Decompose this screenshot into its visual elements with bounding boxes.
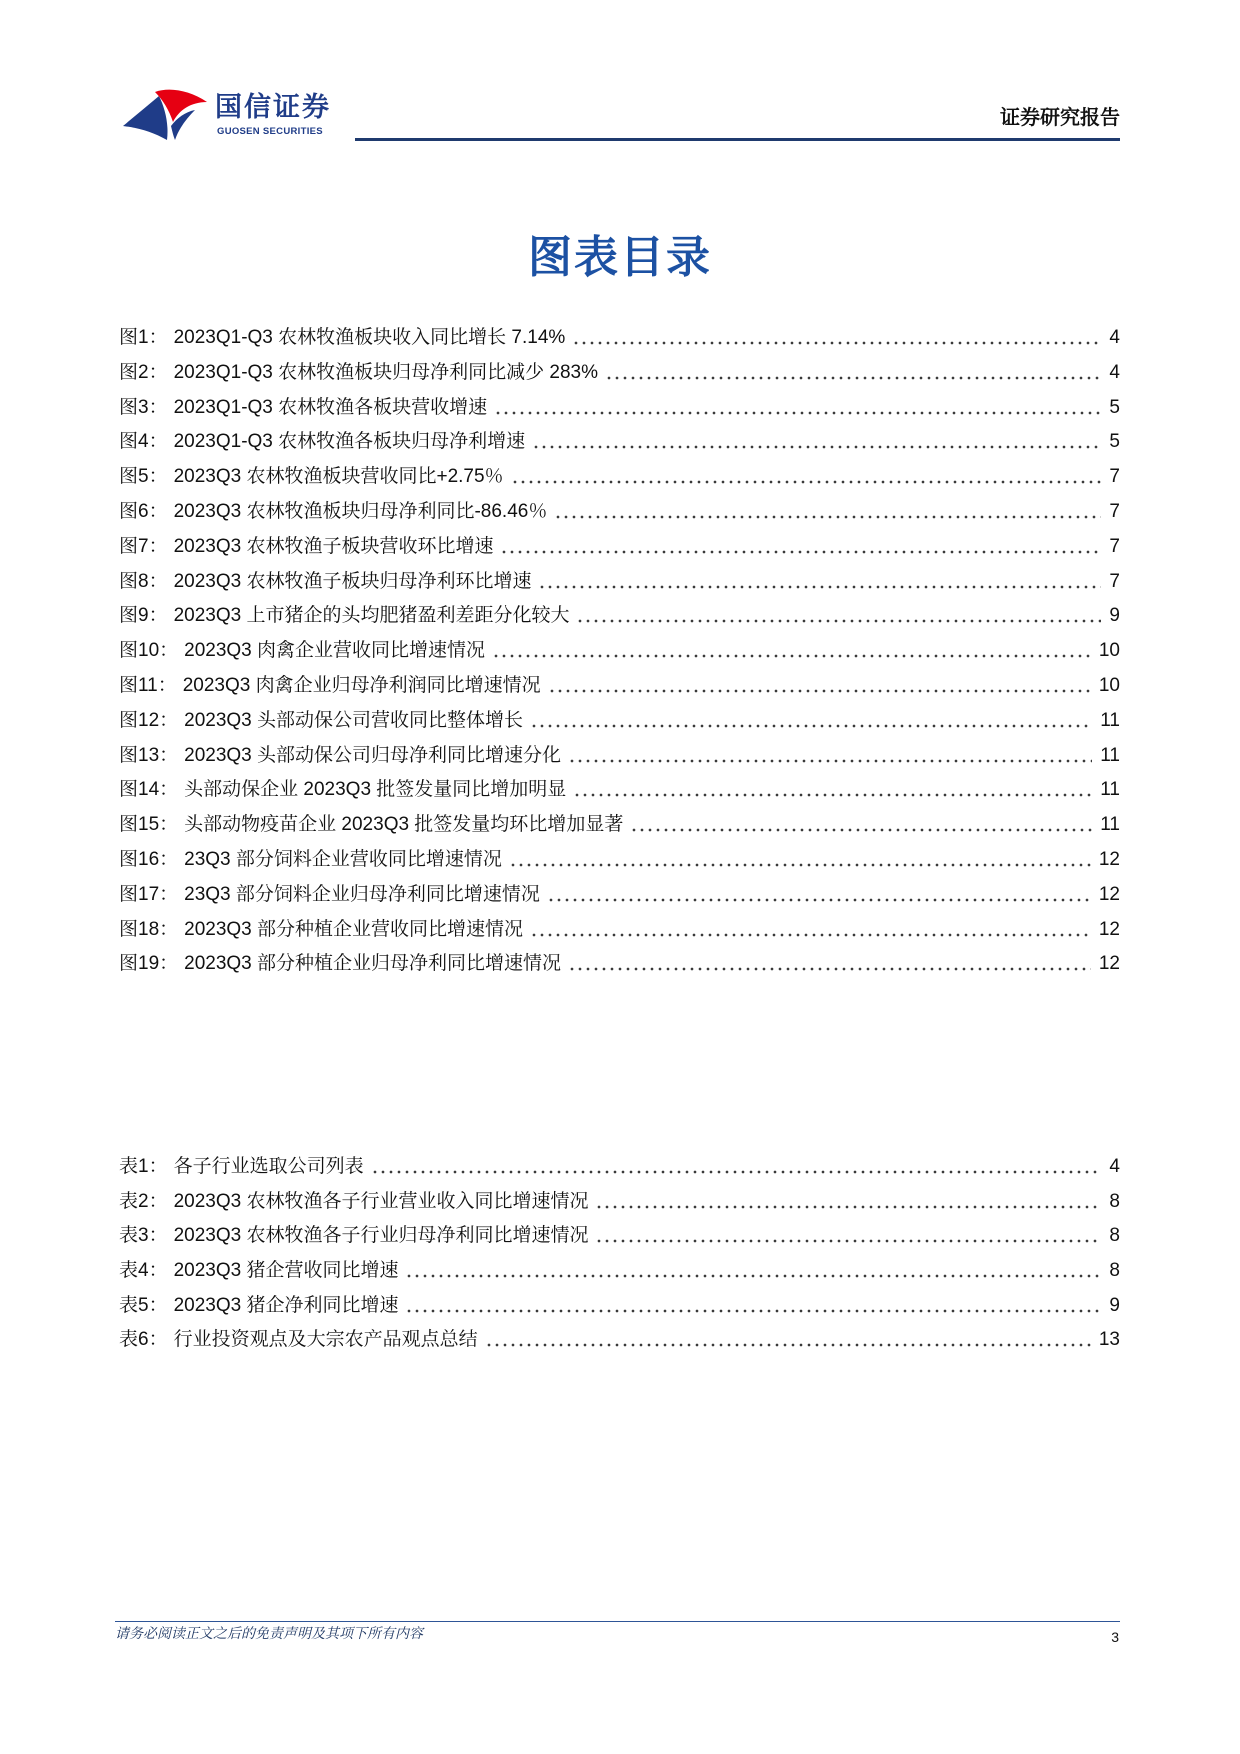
toc-figure-page: 4 <box>1109 327 1120 348</box>
toc-figure-item[interactable] <box>119 391 1120 426</box>
dot-leader <box>405 1289 1101 1324</box>
toc-figure-title: 2023Q3 农林牧渔子板块营收环比增速 <box>173 535 494 557</box>
dot-leader <box>568 947 1091 982</box>
toc-figure-title: 23Q3 部分饲料企业归母净利同比增速情况 <box>184 883 540 905</box>
toc-figure-title: 2023Q1-Q3 农林牧渔各板块归母净利增速 <box>173 431 526 453</box>
toc-table-item[interactable] <box>119 1150 1120 1185</box>
toc-table-title: 2023Q3 农林牧渔各子行业营业收入同比增速情况 <box>173 1190 589 1212</box>
toc-figure-page: 7 <box>1109 570 1120 592</box>
dot-leader <box>494 391 1101 426</box>
toc-figure-label: 图3： <box>119 396 168 418</box>
toc-figure-label: 图15： <box>119 814 179 836</box>
toc-figure-item[interactable] <box>119 495 1120 530</box>
toc-table-item[interactable] <box>119 1289 1120 1324</box>
dot-leader <box>511 460 1102 495</box>
toc-figure-label: 图6： <box>119 500 168 522</box>
dot-leader <box>547 878 1091 913</box>
toc-figure-item[interactable] <box>119 913 1120 948</box>
toc-figure-page: 10 <box>1098 674 1120 696</box>
toc-figure-title: 2023Q3 上市猪企的头均肥猪盈利差距分化较大 <box>173 605 570 627</box>
toc-figure-item[interactable] <box>119 878 1120 913</box>
toc-figure-title: 2023Q3 部分种植企业归母净利同比增速情况 <box>184 953 562 975</box>
toc-figure-label: 图2： <box>119 361 168 383</box>
toc-figure-title: 头部动保企业 2023Q3 批签发量同比增加明显 <box>184 779 567 801</box>
toc-figure-page: 10 <box>1098 640 1120 662</box>
page-number: 3 <box>1111 1629 1119 1645</box>
page-title: 图表目录 <box>528 232 712 283</box>
toc-figure-page: 7 <box>1109 500 1120 522</box>
toc-table-page: 9 <box>1109 1294 1120 1316</box>
toc-figure-item[interactable] <box>119 773 1120 808</box>
dot-leader <box>405 1254 1101 1289</box>
dot-leader <box>509 843 1091 878</box>
dot-leader <box>576 599 1101 634</box>
toc-figure-title: 2023Q3 部分种植企业营收同比增速情况 <box>184 918 524 940</box>
toc-table-item[interactable] <box>119 1323 1120 1358</box>
toc-figure-title: 2023Q3 农林牧渔板块营收同比+2.75％ <box>173 466 504 488</box>
dot-leader <box>492 634 1091 669</box>
toc-figure-page: 12 <box>1098 848 1120 870</box>
toc-figure-label: 图4： <box>119 431 168 453</box>
toc-figure-page: 11 <box>1100 779 1120 801</box>
toc-figure-label: 图1： <box>119 327 168 348</box>
toc-figure-item[interactable] <box>119 565 1120 600</box>
toc-figure-title: 2023Q3 肉禽企业营收同比增速情况 <box>184 640 486 662</box>
dot-leader <box>572 321 1101 356</box>
dot-leader <box>371 1150 1102 1185</box>
toc-figure-item[interactable] <box>119 530 1120 565</box>
dot-leader <box>500 530 1101 565</box>
toc-table-label: 表2： <box>119 1190 168 1212</box>
toc-figure-page: 12 <box>1098 918 1120 940</box>
dot-leader <box>485 1323 1091 1358</box>
toc-figure-page: 12 <box>1098 883 1120 905</box>
dot-leader <box>554 495 1101 530</box>
toc-figure-item[interactable] <box>119 947 1120 982</box>
dot-leader <box>595 1185 1101 1220</box>
toc-table-page: 13 <box>1098 1329 1120 1351</box>
toc-table-label: 表5： <box>119 1294 168 1316</box>
dot-leader <box>568 739 1092 774</box>
toc-figure-label: 图17： <box>119 883 179 905</box>
toc-figure-label: 图11： <box>119 674 177 696</box>
report-type-label: 证券研究报告 <box>1000 105 1120 129</box>
logo-name-en: GUOSEN SECURITIES <box>217 126 323 137</box>
table-list <box>119 1150 1120 1358</box>
toc-figure-label: 图5： <box>119 466 168 488</box>
toc-table-title: 2023Q3 农林牧渔各子行业归母净利同比增速情况 <box>173 1225 589 1247</box>
dot-leader <box>532 425 1101 460</box>
dot-leader <box>605 356 1101 391</box>
toc-figure-title: 2023Q3 农林牧渔板块归母净利同比-86.46％ <box>173 500 548 522</box>
toc-table-title: 2023Q3 猪企净利同比增速 <box>173 1294 399 1316</box>
toc-table-label: 表3： <box>119 1225 168 1247</box>
toc-figure-item[interactable] <box>119 425 1120 460</box>
figure-list <box>119 321 1120 982</box>
toc-figure-title: 2023Q3 农林牧渔子板块归母净利环比增速 <box>173 570 532 592</box>
toc-figure-title: 23Q3 部分饲料企业营收同比增速情况 <box>184 848 502 870</box>
toc-table-title: 各子行业选取公司列表 <box>173 1156 364 1177</box>
dot-leader <box>595 1219 1101 1254</box>
footer-rule <box>115 1621 1120 1622</box>
toc-figure-title: 2023Q3 头部动保公司归母净利同比增速分化 <box>184 744 562 766</box>
toc-table-title: 行业投资观点及大宗农产品观点总结 <box>173 1329 478 1351</box>
footer-disclaimer: 请务必阅读正文之后的免责声明及其项下所有内容 <box>115 1626 423 1642</box>
toc-figure-label: 图16： <box>119 848 179 870</box>
toc-figure-title: 2023Q1-Q3 农林牧渔板块归母净利同比减少 283% <box>173 361 599 383</box>
toc-table-label: 表1： <box>119 1156 168 1177</box>
dot-leader <box>530 704 1092 739</box>
toc-table-item[interactable] <box>119 1185 1120 1220</box>
toc-figure-title: 2023Q1-Q3 农林牧渔各板块营收增速 <box>173 396 488 418</box>
toc-figure-label: 图7： <box>119 535 168 557</box>
toc-figure-label: 图12： <box>119 709 179 731</box>
toc-figure-page: 4 <box>1109 361 1120 383</box>
toc-figure-page: 11 <box>1100 709 1120 731</box>
toc-figure-label: 图10： <box>119 640 179 662</box>
toc-figure-label: 图13： <box>119 744 179 766</box>
dot-leader <box>630 808 1092 843</box>
toc-figure-title: 2023Q3 肉禽企业归母净利润同比增速情况 <box>182 674 541 696</box>
toc-table-label: 表6： <box>119 1329 168 1351</box>
logo-name-cn: 国信证券 <box>215 92 331 123</box>
toc-table-title: 2023Q3 猪企营收同比增速 <box>173 1260 399 1282</box>
toc-table-page: 8 <box>1109 1190 1120 1212</box>
dot-leader <box>538 565 1101 600</box>
toc-figure-page: 11 <box>1100 814 1120 836</box>
header-rule <box>355 138 1120 141</box>
toc-table-page: 8 <box>1109 1260 1120 1282</box>
dot-leader <box>548 669 1091 704</box>
guosen-logo-icon <box>121 88 209 142</box>
toc-table-page: 8 <box>1109 1225 1120 1247</box>
toc-figure-label: 图8： <box>119 570 168 592</box>
toc-figure-page: 5 <box>1109 396 1120 418</box>
toc-figure-page: 12 <box>1098 953 1120 975</box>
dot-leader <box>530 913 1091 948</box>
toc-figure-label: 图18： <box>119 918 179 940</box>
toc-figure-item[interactable] <box>119 634 1120 669</box>
toc-table-item[interactable] <box>119 1254 1120 1289</box>
toc-figure-page: 9 <box>1109 605 1120 627</box>
toc-figure-label: 图19： <box>119 953 179 975</box>
toc-figure-page: 5 <box>1109 431 1120 453</box>
toc-figure-item[interactable] <box>119 739 1120 774</box>
toc-figure-title: 2023Q1-Q3 农林牧渔板块收入同比增长 7.14% <box>173 327 566 348</box>
toc-table-label: 表4： <box>119 1260 168 1282</box>
toc-figure-page: 11 <box>1100 744 1120 766</box>
toc-figure-item[interactable] <box>119 356 1120 391</box>
toc-table-item[interactable] <box>119 1219 1120 1254</box>
toc-figure-item[interactable] <box>119 843 1120 878</box>
toc-figure-page: 7 <box>1109 535 1120 557</box>
toc-figure-page: 7 <box>1109 466 1120 488</box>
toc-figure-item[interactable] <box>119 460 1120 495</box>
toc-table-page: 4 <box>1109 1156 1120 1177</box>
toc-figure-label: 图9： <box>119 605 168 627</box>
toc-figure-title: 头部动物疫苗企业 2023Q3 批签发量均环比增加显著 <box>184 814 624 836</box>
toc-figure-item[interactable] <box>119 808 1120 843</box>
toc-figure-item[interactable] <box>119 669 1120 704</box>
toc-figure-item[interactable] <box>119 599 1120 634</box>
toc-figure-label: 图14： <box>119 779 179 801</box>
toc-figure-item[interactable] <box>119 704 1120 739</box>
toc-figure-item[interactable] <box>119 321 1120 356</box>
toc-figure-title: 2023Q3 头部动保公司营收同比整体增长 <box>184 709 524 731</box>
dot-leader <box>573 773 1092 808</box>
